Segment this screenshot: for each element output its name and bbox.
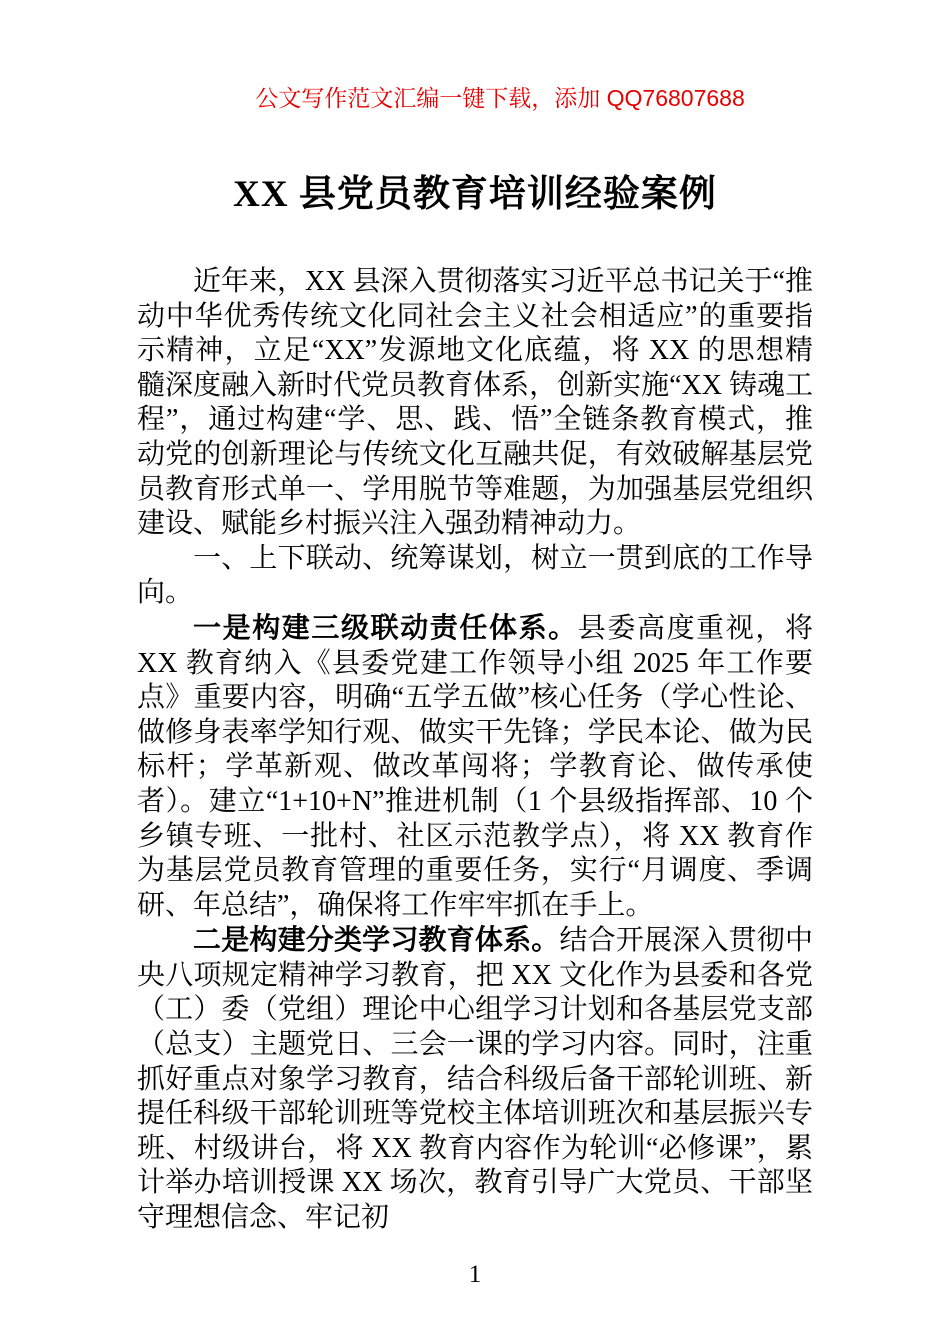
paragraph bbox=[137, 611, 813, 923]
footer-page-number: 1 bbox=[468, 1260, 482, 1288]
paragraph bbox=[137, 542, 813, 611]
paragraph bbox=[137, 923, 813, 1235]
paragraph-lead: 一是构建三级联动责任体系。 bbox=[193, 611, 578, 643]
paragraph bbox=[137, 265, 813, 542]
promo-header-note: 公文写作范文汇编一键下载，添加 QQ76807688 bbox=[255, 85, 745, 111]
paragraph-lead: 二是构建分类学习教育体系。 bbox=[193, 924, 560, 956]
paragraph-text: 县委高度重视，将 XX 教育纳入《县委党建工作领导小组 2025 年工作要点》重要内容，明确“五学五做”核心任务（学心性论、做修身表率学知行观、做实干先锋；学民本论、做为民标杆；学革新观、做改革闯将；学教育论、做传承使者）。建立“1+10+N”推进机制（1 个县级指挥部、10 个乡镇专班、一批村、社区示范教学点），将 XX 教育作为基层党员教育管理的重要任务，实行“月调度、季调研、年总结”，确保将工作牢牢抓在手上。 bbox=[137, 612, 813, 921]
paragraph-text: 一、上下联动、统筹谋划，树立一贯到底的工作导向。 bbox=[137, 542, 813, 609]
paragraph-text: 近年来，XX 县深入贯彻落实习近平总书记关于“推动中华优秀传统文化同社会主义社会相适应”的重要指示精神，立足“XX”发源地文化底蕴，将 XX 的思想精髓深度融入新时代党员教育体系，创新实施“XX 铸魂工程”，通过构建“学、思、践、悟”全链条教育模式，推动党的创新理论与传统文化互融共促，有效破解基层党员教育形式单一、学用脱节等难题，为加强基层党组织建设、赋能乡村振兴注入强劲精神动力。 bbox=[137, 266, 813, 540]
paragraph-text: 结合开展深入贯彻中央八项规定精神学习教育，把 XX 文化作为县委和各党（工）委（党组）理论中心组学习计划和各基层党支部（总支）主题党日、三会一课的学习内容。同时，注重抓好重点对象学习教育，结合科级后备干部轮训班、新提任科级干部轮训班等党校主体培训班次和基层振兴专班、村级讲台，将 XX 教育内容作为轮训“必修课”，累计举办培训授课 XX 场次，教育引导广大党员、干部坚守理想信念、牢记初 bbox=[137, 925, 813, 1234]
document-body bbox=[137, 265, 813, 1236]
document-title: XX 县党员教育培训经验案例 bbox=[233, 174, 717, 215]
